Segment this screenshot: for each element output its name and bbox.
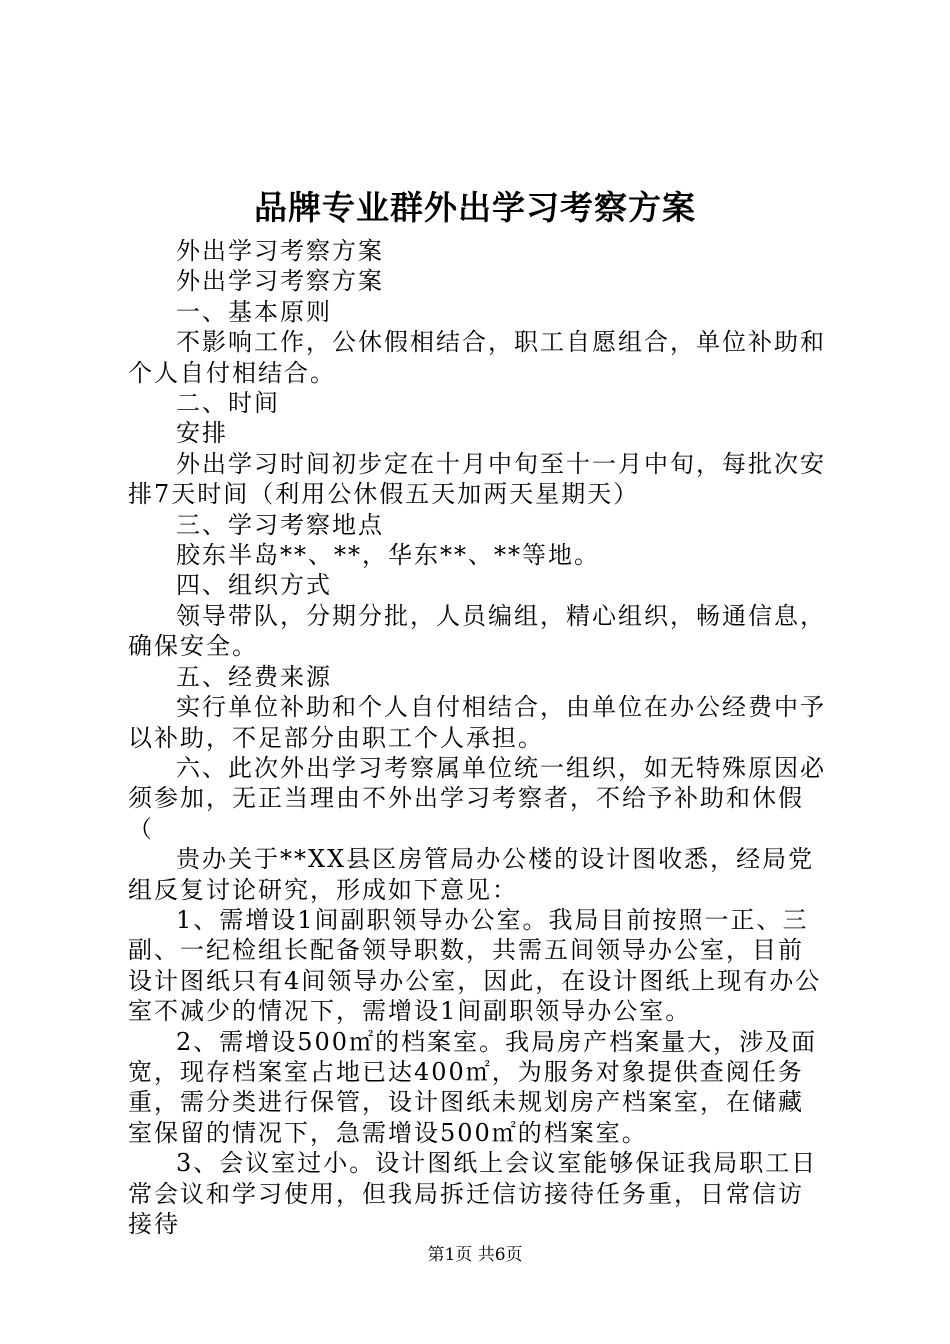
document-title: 品牌专业群外出学习考察方案 <box>254 188 696 227</box>
paragraph-arrangement: 安排 <box>176 419 228 448</box>
paragraph-principles: 不影响工作，公休假相结合，职工自愿组合，单位补助和个人自付相结合。 <box>128 328 826 387</box>
paragraph-locations: 胶东半岛**、**，华东**、**等地。 <box>176 541 600 570</box>
heading-locations: 三、学习考察地点 <box>176 510 384 539</box>
heading-funding: 五、经费来源 <box>176 662 332 691</box>
paragraph-subtitle-2: 外出学习考察方案 <box>176 267 384 296</box>
document-body <box>128 236 828 1239</box>
paragraph-funding: 实行单位补助和个人自付相结合，由单位在办公经费中予以补助，不足部分由职工个人承担。 <box>128 693 826 752</box>
paragraph-time-detail: 外出学习时间初步定在十月中旬至十一月中旬，每批次安排7天时间（利用公休假五天加两天星期天） <box>128 449 826 509</box>
paragraph-item-3: 3、会议室过小。设计图纸上会议室能够保证我局职工日常会议和学习使用，但我局拆迁信访接待任务重，日常信访接待 <box>128 1149 818 1238</box>
paragraph-organization: 领导带队，分期分批，人员编组，精心组织，畅通信息，确保安全。 <box>128 601 826 661</box>
paragraph-design-review: 贵办关于**XX县区房管局办公楼的设计图收悉，经局党组反复讨论研究，形成如下意见： <box>128 845 815 904</box>
paragraph-section-six: 六、此次外出学习考察属单位统一组织，如无特殊原因必须参加，无正当理由不外出学习考察者，不给予补助和休假（ <box>128 753 826 843</box>
paragraph-item-2: 2、需增设500㎡的档案室。我局房产档案量大，涉及面宽，现存档案室占地已达400㎡，为服务对象提供查阅任务重，需分类进行保管，设计图纸未规划房产档案室，在储藏室保留的情况下，急需增设500㎡的档案室。 <box>128 1027 818 1147</box>
heading-basic-principles: 一、基本原则 <box>176 297 332 326</box>
paragraph-subtitle-1: 外出学习考察方案 <box>176 237 384 265</box>
heading-time: 二、时间 <box>176 389 280 418</box>
paragraph-item-1: 1、需增设1间副职领导办公室。我局目前按照一正、三副、一纪检组长配备领导职数，共需五间领导办公室，目前设计图纸只有4间领导办公室，因此，在设计图纸上现有办公室不减少的情况下，需增设1间副职领导办公室。 <box>128 905 822 1026</box>
page-footer: 第1页 共6页 <box>427 1245 523 1265</box>
heading-organization: 四、组织方式 <box>176 571 332 600</box>
